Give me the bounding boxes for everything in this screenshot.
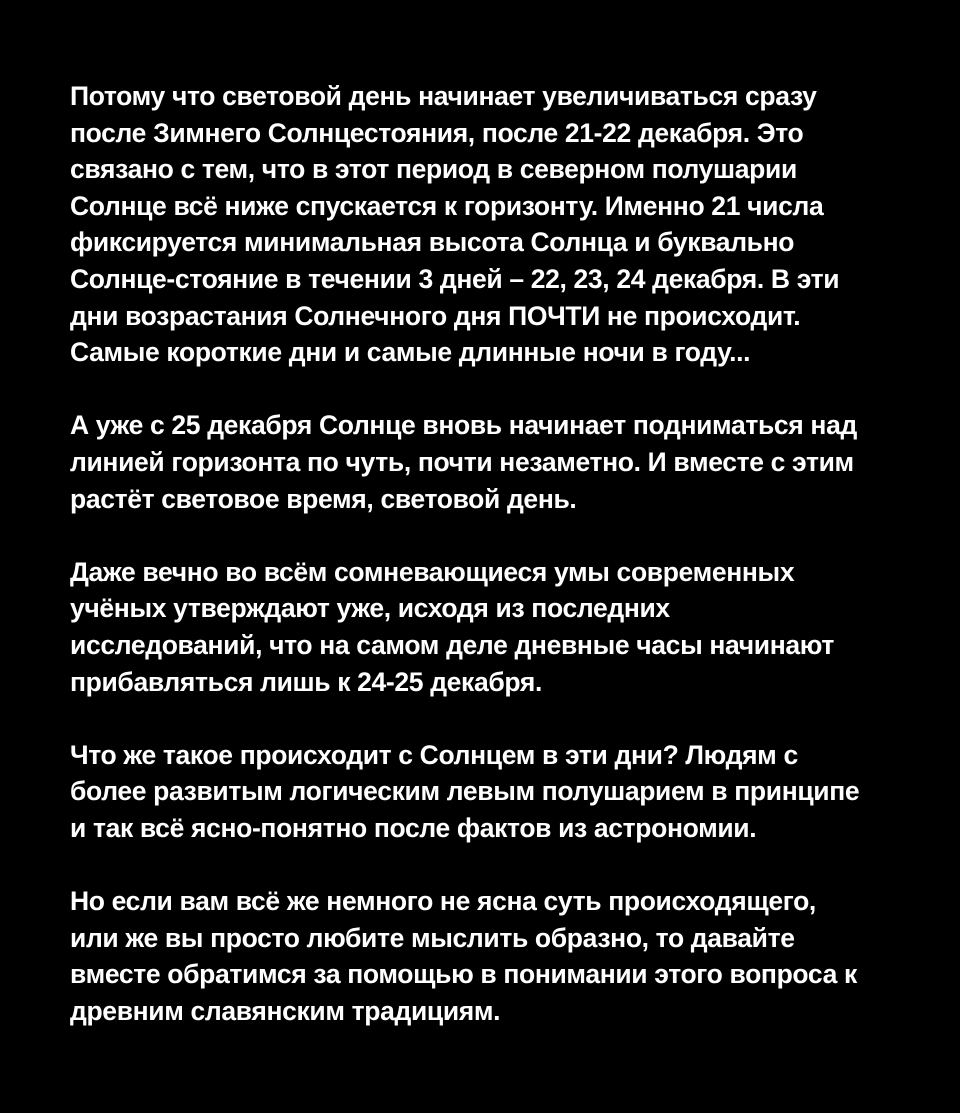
text-document [70, 78, 900, 1066]
text-line: Самые короткие дни и самые длинные ночи в году... [70, 337, 751, 368]
text-line: или же вы просто любите мыслить образно, то давайте [70, 922, 795, 953]
text-line: Солнце-стояние в течении 3 дней – 22, 23, 24 декабря. В эти [70, 263, 840, 294]
text-line: и так всё ясно-понятно после фактов из астрономии. [70, 812, 757, 843]
text-line: древним славянским традициям. [70, 995, 501, 1026]
text-line: исследований, что на самом деле дневные часы начинают [70, 629, 835, 660]
text-line: связано с тем, что в этот период в северном полушарии [70, 154, 797, 185]
paragraph-1 [70, 78, 900, 371]
text-line: А уже с 25 декабря Солнце вновь начинает подниматься над [70, 410, 857, 441]
text-line: после Зимнего Солнцестояния, после 21-22 декабря. Это [70, 117, 804, 148]
text-line: Солнце всё ниже спускается к горизонту. Именно 21 числа [70, 190, 824, 221]
text-line: Но если вам всё же немного не ясна суть происходящего, [70, 886, 816, 917]
text-line: Что же такое происходит с Солнцем в эти дни? Людям с [70, 739, 798, 770]
text-line: вместе обратимся за помощью в понимании этого вопроса к [70, 959, 857, 990]
text-line: Потому что световой день начинает увеличиваться сразу [70, 81, 817, 111]
text-line: прибавляться лишь к 24-25 декабря. [70, 666, 542, 697]
text-line: Даже вечно во всём сомневающиеся умы современных [70, 556, 795, 587]
text-line: фиксируется минимальная высота Солнца и буквально [70, 227, 795, 258]
text-line: учёных утверждают уже, исходя из последних [70, 593, 670, 624]
paragraph-5 [70, 883, 900, 1029]
text-line: более развитым логическим левым полушарием в принципе [70, 776, 860, 807]
text-line: дни возрастания Солнечного дня ПОЧТИ не происходит. [70, 300, 801, 331]
paragraph-3 [70, 554, 900, 700]
paragraph-2 [70, 407, 900, 517]
paragraph-4 [70, 737, 900, 847]
text-line: линией горизонта по чуть, почти незаметно. И вместе с этим [70, 446, 854, 477]
text-line: растёт световое время, световой день. [70, 483, 577, 514]
